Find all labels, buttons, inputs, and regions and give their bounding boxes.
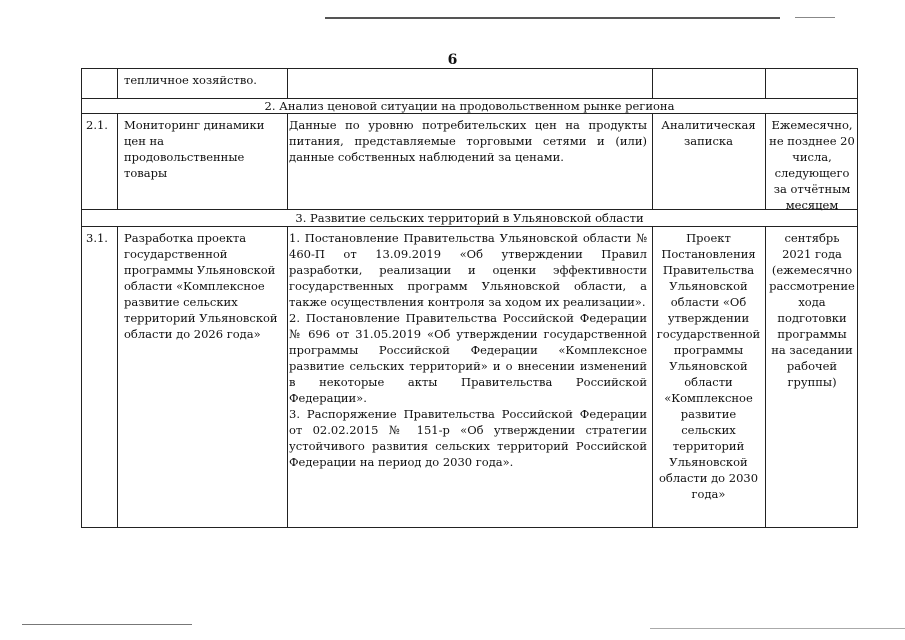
table-rule [82,113,857,114]
cell-deadline: Ежемесячно, не позднее 20 числа, следующего за отчётным месяцем [769,118,855,212]
source-item: 2. Постановление Правительства Российской Федерации № 696 от 31.05.2019 «Об утверждении государственной программы Российской Федерации «Комплексное развитие сельских территорий» и о внесении изменений в некоторые акты Правительства Российской Федерации». [289,311,647,405]
cell-source: Данные по уровню потребительских цен на продукты питания, представляемые торговыми сетями и (или) данные собственных наблюдений за ценами. [289,118,647,164]
plan-table [81,68,858,528]
cell-task: тепличное хозяйство. [124,73,257,87]
table-rule [82,226,857,227]
cell-result: Проект Постановления Правительства Ульяновской области «Об утверждении государственной программы Ульяновской области «Комплексное развитие сельских территорий Ульяновской области до 2030 года» [656,231,761,501]
table-rule [652,69,653,98]
scan-artifact-line [325,17,780,19]
table-rule [117,113,118,209]
cell-source [289,230,647,470]
scan-artifact-line [795,17,835,18]
section-header: 3. Развитие сельских территорий в Ульяновской области [295,211,644,225]
source-item: 3. Распоряжение Правительства Российской Федерации от 02.02.2015 № 151-р «Об утверждении стратегии устойчивого развития сельских территорий Российской Федерации на период до 2030 года». [289,407,647,469]
table-rule [117,226,118,528]
page-number: 6 [447,52,458,68]
cell-number: 2.1. [86,118,108,132]
cell-deadline: сентябрь 2021 года (ежемесячно рассмотрение хода подготовки программы на заседании рабочей группы) [769,231,855,389]
table-rule [765,69,766,98]
table-rule [287,113,288,209]
table-rule [82,209,857,210]
cell-task: Мониторинг динамики цен на продовольственные товары [124,118,265,180]
table-rule [652,226,653,528]
table-rule [765,113,766,209]
scan-artifact-line [650,628,905,629]
source-item: 1. Постановление Правительства Ульяновской области № 460-П от 13.09.2019 «Об утверждении Правил разработки, реализации и оценки эффективности государственных программ Ульяновской области, а также осуществления контроля за ходом их реализации». [289,231,647,309]
table-rule [287,226,288,528]
section-header: 2. Анализ ценовой ситуации на продовольственном рынке региона [264,99,675,113]
table-rule [652,113,653,209]
scan-artifact-line [22,624,192,625]
table-rule [117,69,118,98]
cell-number: 3.1. [86,231,108,245]
cell-result: Аналитическая записка [661,118,756,148]
table-rule [287,69,288,98]
cell-task: Разработка проекта государственной программы Ульяновской области «Комплексное развитие сельских территорий Ульяновской области до 2026 года» [124,231,278,341]
table-rule [765,226,766,528]
